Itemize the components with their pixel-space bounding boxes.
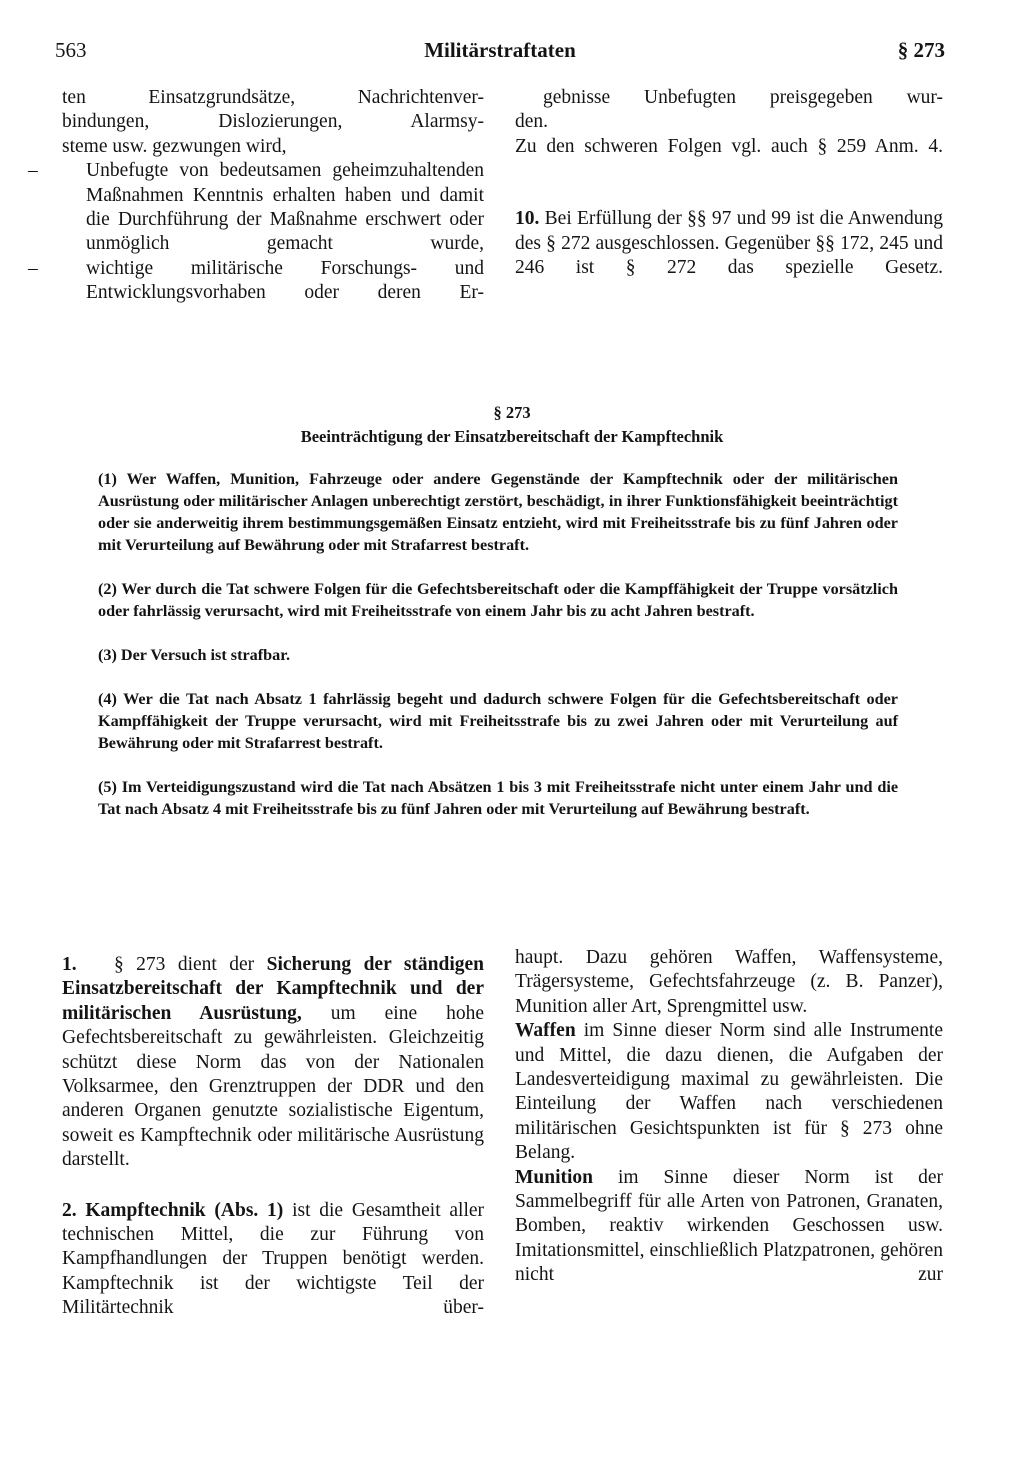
statute-paragraph-1: (1) Wer Waffen, Munition, Fahrzeuge oder andere Gegenstände der Kampftechnik oder der militärischen Ausrüstung oder militärischer Anlagen unberechtigt zerstört, beschädigt, in ihrer Funktionsfähigkeit beeinträchtigt oder sie anderweitig ihrem bestimmungsgemäßen Einsatz entzieht, wird mit Freiheitsstrafe bis zu fünf Jahren oder mit Verurteilung auf Bewährung oder mit Strafarrest bestraft. — [98, 470, 898, 554]
dash-marker: – — [28, 257, 38, 279]
annotation-number: 2. — [62, 1199, 77, 1221]
section-marker: § 273 — [897, 38, 945, 62]
annotation-text: um eine hohe Gefechtsbereitschaft zu gewährleisten. Gleichzeitig schützt diese Norm das von der Nationalen Volksarmee, den Grenztruppen der DDR und den anderen Organen genutzte sozialistische Eigentum, soweit es Kampftechnik oder militärische Ausrüstung darstellt. — [62, 1002, 484, 1171]
annotation-text: Bei Erfüllung der §§ 97 und 99 ist die Anwendung des § 272 ausgeschlossen. Gegenüber §§ 172, 245 und 246 ist § 272 das spezielle Gesetz. — [515, 208, 944, 279]
annotation-text: ist die Gesamtheit aller technischen Mittel, die zur Führung von Kampfhandlungen der Truppen benötigt werden. Kampftechnik ist der wichtigste Teil der Militärtechnik über- — [62, 1199, 485, 1319]
annotation-number: 1. — [62, 954, 77, 975]
dash-list-item — [28, 159, 484, 257]
statute-paragraph-4: (4) Wer die Tat nach Absatz 1 fahrlässig begeht und dadurch schwere Folgen für die Gefechtsbereitschaft oder Kampffähigkeit der Truppe verursacht, wird mit Freiheitsstrafe bis zu zwei Jahren oder mit Verurteilung auf Bewährung oder mit Strafarrest bestraft. — [98, 690, 898, 752]
list-item-text: wichtige militärische Forschungs- und Entwicklungsvorhaben oder deren Er- — [86, 257, 484, 304]
text-line: gebnisse Unbefugten preisgegeben wur- — [543, 87, 943, 108]
annotation-text: § 273 dient der — [113, 954, 255, 975]
dash-list-item — [28, 257, 484, 306]
annotation-emphasis: Kampftechnik (Abs. 1) — [85, 1199, 284, 1221]
term-waffen: Waffen — [515, 1020, 576, 1042]
annotation-number: 10. — [515, 208, 540, 230]
annotation-10 — [515, 207, 943, 280]
annotation-emphasis: Sicherung der ständigen Einsatzbereitschaft der Kampftechnik und der militärischen Ausrüstung, — [62, 954, 485, 1024]
commentary-text: im Sinne dieser Norm sind alle Instrumente und Mittel, die dazu dienen, die Aufgaben der Landesverteidigung maximal zu gewährleisten. Die Einteilung der Waffen nach verschiedenen militärischen Gesichtspunkten ist für § 273 ohne Belang. — [515, 1020, 943, 1164]
statute-paragraph-5: (5) Im Verteidigungszustand wird die Tat nach Absätzen 1 bis 3 mit Freiheitsstrafe nicht unter einem Jahr und die Tat nach Absatz 4 mit Freiheitsstrafe bis zu fünf Jahren oder mit Verurteilung auf Bewährung bestraft. — [98, 778, 898, 818]
text-line: steme usw. gezwungen wird, — [62, 135, 287, 157]
text-line: ten Einsatzgrundsätze, Nachrichtenver- — [62, 87, 484, 108]
statute-text — [98, 468, 898, 842]
statute-paragraph-2: (2) Wer durch die Tat schwere Folgen für die Gefechtsbereitschaft oder die Kampffähigkeit der Truppe vorsätzlich oder fahrlässig verursacht, wird mit Freiheitsstrafe von einem Jahr bis zu acht Jahren bestraft. — [98, 580, 898, 620]
commentary-left-column — [62, 953, 484, 1321]
commentary-right-column — [515, 946, 943, 1288]
commentary-paragraph — [515, 1166, 943, 1288]
statute-paragraph-3: (3) Der Versuch ist strafbar. — [98, 646, 290, 664]
top-right-column — [515, 86, 943, 280]
top-left-column — [28, 86, 484, 306]
law-heading: Beeinträchtigung der Einsatzbereitschaft der Kampftechnik — [300, 427, 724, 446]
commentary-text: im Sinne dieser Norm ist der Sammelbegriff für alle Arten von Patronen, Granaten, Bomben, reaktiv wirkenden Geschossen usw. Imitationsmittel, einschließlich Platzpatronen, gehören nicht zur — [515, 1166, 943, 1286]
dash-marker: – — [28, 160, 38, 182]
commentary-paragraph — [515, 1019, 943, 1165]
chapter-title: Militärstraftaten — [424, 38, 576, 62]
list-item-text: Unbefugte von bedeutsamen geheimzuhaltenden Maßnahmen Kenntnis erhalten haben und damit die Durchführung der Maßnahme erschwert oder unmöglich gemacht wurde, — [86, 160, 484, 255]
text-line: den. — [515, 111, 549, 133]
running-header — [55, 38, 945, 68]
page-number: 563 — [55, 38, 87, 62]
text-line: bindungen, Dislozierungen, Alarmsy- — [62, 111, 484, 133]
law-section-number: § 273 — [493, 403, 531, 422]
term-munition: Munition — [515, 1166, 594, 1188]
cross-reference: Zu den schweren Folgen vgl. auch § 259 Anm. 4. — [515, 135, 943, 157]
annotation-2 — [62, 1199, 484, 1321]
annotation-1 — [62, 953, 484, 1173]
commentary-paragraph: haupt. Dazu gehören Waffen, Waffensysteme, Trägersysteme, Gefechtsfahrzeuge (z. B. Panzer), Munition aller Art, Sprengmittel usw. — [515, 947, 943, 1017]
